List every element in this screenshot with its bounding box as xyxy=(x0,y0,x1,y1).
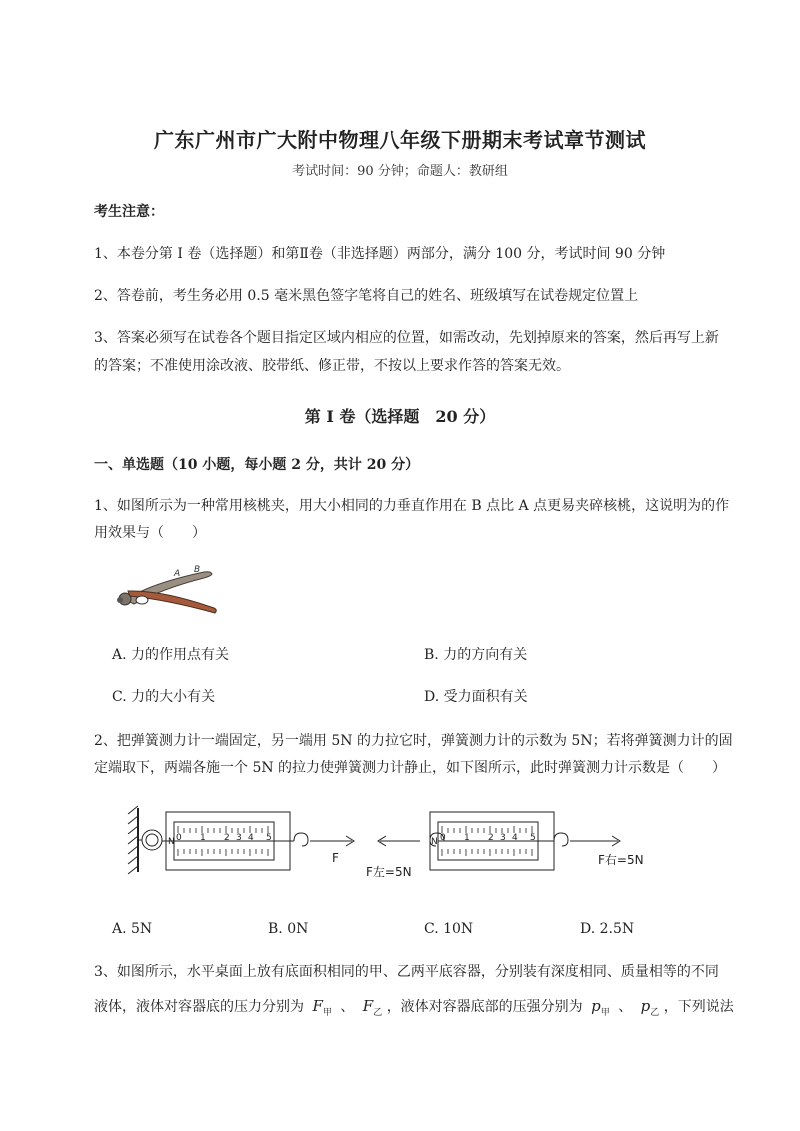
left-ring xyxy=(142,830,162,850)
q3-f2: F xyxy=(362,997,374,1015)
right-tick-0: 0 xyxy=(440,833,446,843)
q2-option-d[interactable]: D. 2.5N xyxy=(580,921,635,937)
force-left-label: F左=5N xyxy=(366,865,412,879)
q3-f2-sub: 乙 xyxy=(373,1007,383,1018)
left-n-label: N xyxy=(168,837,175,847)
nutcracker-end xyxy=(117,597,123,603)
q1-option-b[interactable]: B. 力的方向有关 xyxy=(424,647,528,663)
q3-text-mid: ，液体对容器底部的压强分别为 xyxy=(386,999,583,1015)
q1-stem-line-1: 1、如图所示为一种常用核桃夹，用大小相同的力垂直作用在 B 点比 A 点更易夹碎核桃，这说明为的作 xyxy=(94,498,730,514)
section-title: 第 I 卷（选择题 20 分） xyxy=(304,407,496,426)
q3-sep-1: 、 xyxy=(340,999,355,1015)
force-right-label: F右=5N xyxy=(598,853,644,867)
part-title: 一、单选题（10 小题，每小题 2 分，共计 20 分） xyxy=(94,457,420,473)
left-hook xyxy=(294,833,308,846)
right-right-hook xyxy=(554,833,568,846)
left-tick-1: 1 xyxy=(200,833,206,843)
exam-title: 广东广州市广大附中物理八年级下册期末考试章节测试 xyxy=(154,128,646,152)
exam-subtitle: 考试时间：90 分钟；命题人：教研组 xyxy=(292,164,508,179)
notice-heading: 考生注意： xyxy=(94,204,164,220)
q1-stem-line-2: 用效果与（ ） xyxy=(94,525,206,541)
q3-p2: p xyxy=(640,997,651,1015)
left-tick-0: 0 xyxy=(176,833,182,843)
right-tick-4: 4 xyxy=(512,833,518,843)
q1-option-c[interactable]: C. 力的大小有关 xyxy=(112,689,216,705)
q3-f1-sub: 甲 xyxy=(322,1007,332,1018)
q3-p1-sub: 甲 xyxy=(600,1007,610,1018)
q2-option-b[interactable]: B. 0N xyxy=(268,921,309,937)
right-n-label: N xyxy=(431,837,438,847)
wall-hatch xyxy=(128,806,138,814)
right-tick-5: 5 xyxy=(530,833,536,843)
q3-p2-sub: 乙 xyxy=(650,1007,660,1018)
notice-item-3-cont: 的答案；不准使用涂改液、胶带纸、修正带，不按以上要求作答的答案无效。 xyxy=(94,358,570,374)
notice-item-1: 1、本卷分第 I 卷（选择题）和第Ⅱ卷（非选择题）两部分，满分 100 分，考试时间 90 分钟 xyxy=(94,246,666,262)
notice-item-3: 3、答案必须写在试卷各个题目指定区域内相应的位置，如需改动，先划掉原来的答案，然后再写上新 xyxy=(94,330,719,346)
left-tick-2: 2 xyxy=(224,833,230,843)
spring-scale-figure xyxy=(120,800,680,890)
q1-option-a[interactable]: A. 力的作用点有关 xyxy=(112,647,230,663)
q2-option-c[interactable]: C. 10N xyxy=(424,921,474,937)
q1-option-d[interactable]: D. 受力面积有关 xyxy=(424,689,528,705)
q2-stem-line-2: 定端取下，两端各施一个 5N 的拉力使弹簧测力计静止，如下图所示，此时弹簧测力计示数是（ ） xyxy=(94,760,727,776)
right-tick-2: 2 xyxy=(488,833,494,843)
left-tick-4: 4 xyxy=(248,833,254,843)
force-f-label: F xyxy=(332,851,339,865)
q3-stem-line-1: 3、如图所示，水平桌面上放有底面积相同的甲、乙两平底容器，分别装有深度相同、质量相等的不同 xyxy=(94,964,719,980)
notice-item-2: 2、答卷前，考生务必用 0.5 毫米黑色签字笔将自己的姓名、班级填写在试卷规定位置上 xyxy=(94,288,639,304)
q3-text-pre: 液体，液体对容器底的压力分别为 xyxy=(94,999,304,1015)
q2-option-a[interactable]: A. 5N xyxy=(112,921,153,937)
q3-p1: p xyxy=(591,997,601,1015)
q3-f1: F xyxy=(312,997,323,1015)
label-b: B xyxy=(194,565,201,575)
label-a: A xyxy=(174,569,181,579)
nut xyxy=(136,596,148,604)
q3-text-post: ，下列说法 xyxy=(663,999,734,1015)
left-tick-5: 5 xyxy=(266,833,272,843)
nutcracker-figure xyxy=(108,560,228,616)
right-tick-3: 3 xyxy=(500,833,506,843)
right-tick-1: 1 xyxy=(464,833,470,843)
q3-stem-line-2 xyxy=(94,997,734,1022)
q3-sep-2: 、 xyxy=(618,999,633,1015)
q2-stem-line-1: 2、把弹簧测力计一端固定，另一端用 5N 的力拉它时，弹簧测力计的示数为 5N；若将弹簧测力计的固 xyxy=(94,733,733,749)
left-tick-3: 3 xyxy=(236,833,242,843)
